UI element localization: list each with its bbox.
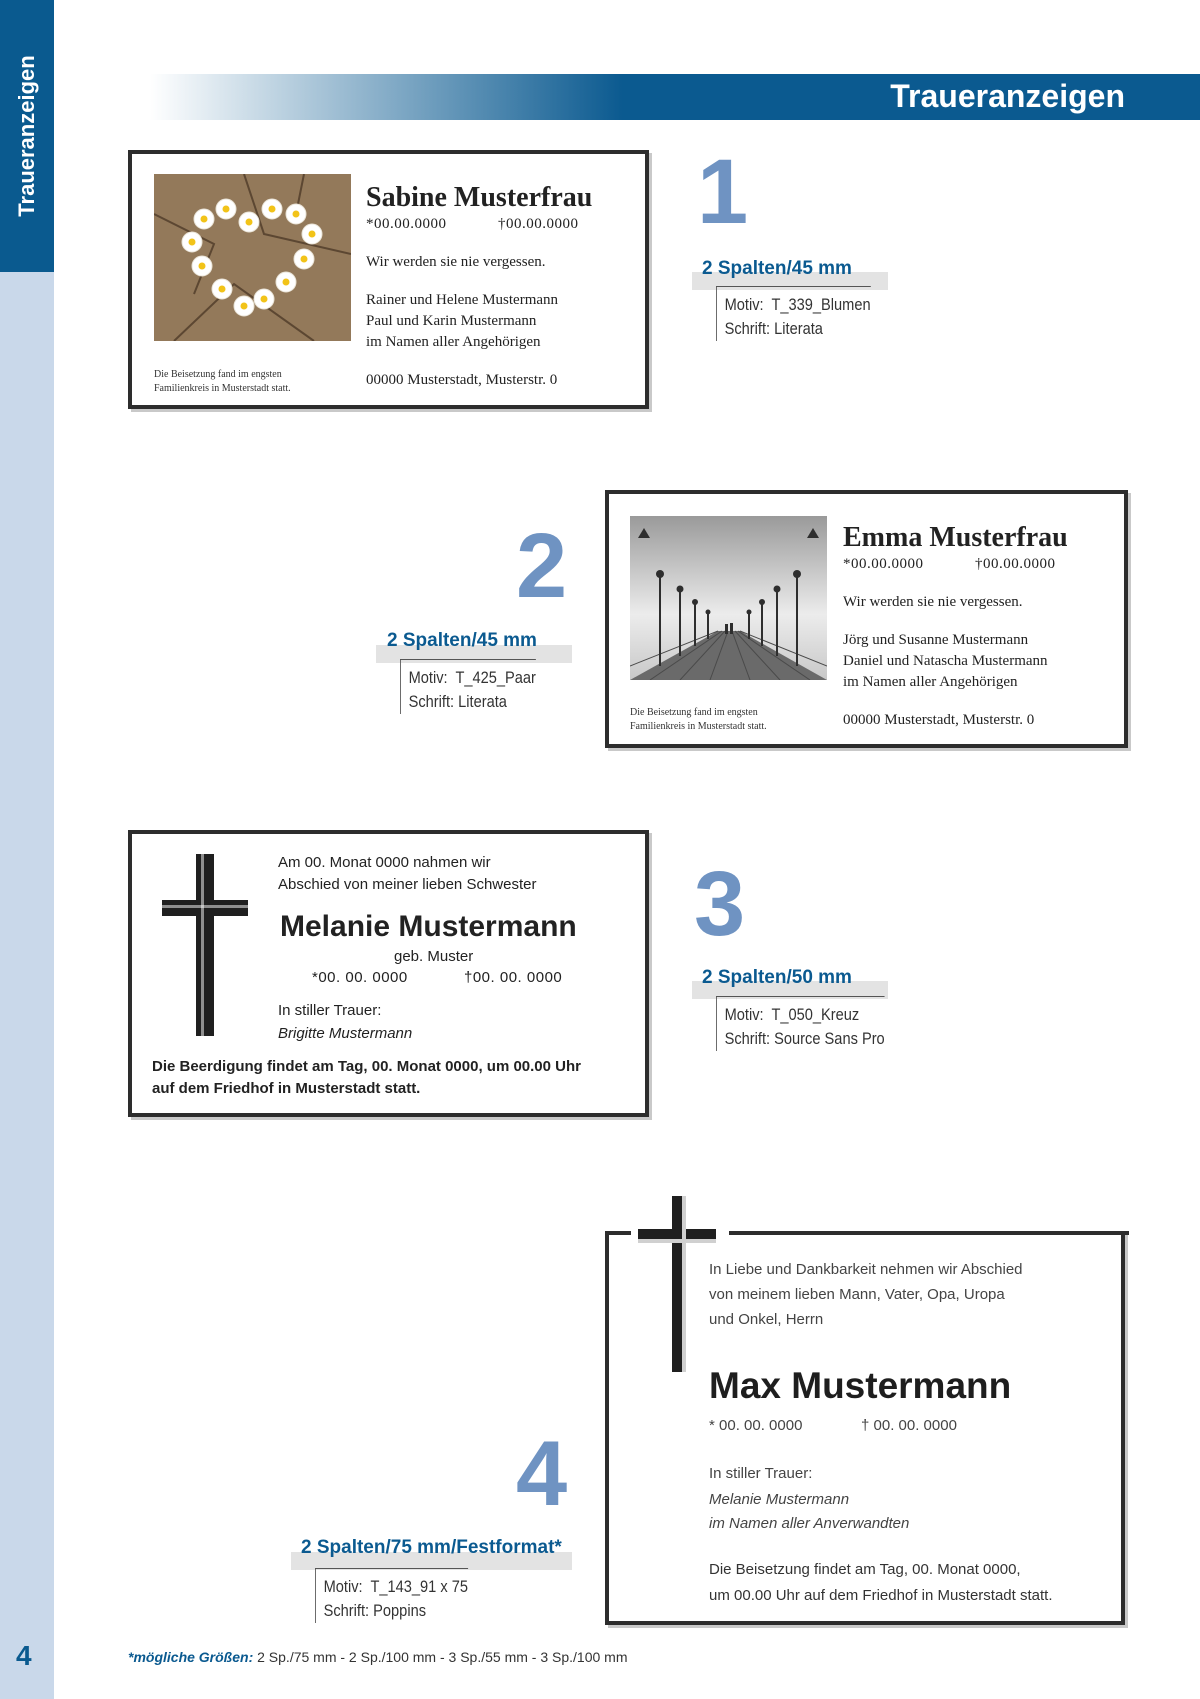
intro-line: Abschied von meiner lieben Schwester [278,876,537,893]
size-label: 2 Spalten/45 mm [387,630,537,651]
motif-value: T_339_Blumen [771,295,871,314]
funeral-line: um 00.00 Uhr auf dem Friedhof in Musterstadt statt. [709,1587,1053,1604]
ad-number: 1 [697,141,749,243]
page-title: Traueranzeigen [890,78,1125,114]
ad-2 [605,490,1128,748]
size-label: 2 Spalten/75 mm/Festformat* [301,1537,562,1558]
header-band [150,74,1200,120]
daisy-heart-photo [154,174,351,341]
death-date: † 00. 00. 0000 [861,1417,957,1434]
death-date: †00.00.0000 [975,556,1056,572]
ad-number: 3 [694,853,746,955]
funeral-line: Die Beerdigung findet am Tag, 00. Monat 0000, um 00.00 Uhr [152,1058,581,1075]
maiden-name: geb. Muster [394,948,474,965]
note-line: Familienkreis in Musterstadt statt. [154,383,291,394]
birth-date: *00.00.0000 [366,216,447,232]
motif-value: T_425_Paar [455,668,536,687]
top-border-left [605,1231,631,1235]
intro-line: Am 00. Monat 0000 nahmen wir [278,854,491,871]
quote: Wir werden sie nie vergessen. [843,594,1023,610]
mourner-name: Brigitte Mustermann [278,1025,413,1042]
cross-icon [162,854,248,1036]
mourner-line: im Namen aller Angehörigen [366,334,541,350]
font-label: Schrift: [724,1029,771,1048]
deceased-name: Max Mustermann [709,1365,1012,1406]
mourning-label: In stiller Trauer: [709,1465,813,1482]
deceased-name: Emma Musterfrau [843,522,1068,553]
motif-value: T_050_Kreuz [771,1005,860,1024]
motif-line [725,1003,885,1027]
mourner-line: Jörg und Susanne Mustermann [843,632,1029,648]
ad-3 [128,830,649,1117]
burial-note [630,706,767,734]
burial-note [154,368,291,396]
birth-date: * 00. 00. 0000 [709,1417,803,1434]
birth-date: *00. 00. 0000 [312,969,408,986]
font-value: Poppins [373,1601,427,1620]
font-label: Schrift: [408,692,455,711]
note-line: Familienkreis in Musterstadt statt. [630,721,767,732]
death-date: †00.00.0000 [498,216,579,232]
pier-couple-icon [630,516,827,680]
motif-line [324,1575,468,1599]
intro-line: In Liebe und Dankbarkeit nehmen wir Abschied [709,1261,1023,1278]
intro-line: von meinem lieben Mann, Vater, Opa, Uropa [709,1286,1005,1303]
sidebar-tab [0,0,54,272]
footer-sizes [128,1649,627,1665]
ad-1 [128,150,649,409]
quote: Wir werden sie nie vergessen. [366,254,546,270]
top-border-right [729,1231,1129,1235]
font-value: Source Sans Pro [774,1029,885,1048]
motif-value: T_143_91 x 75 [370,1577,468,1596]
mourner-line: Daniel und Natascha Mustermann [843,653,1048,669]
font-line [725,1027,885,1051]
funeral-line: Die Beisetzung findet am Tag, 00. Monat 0000, [709,1561,1021,1578]
note-line: Die Beisetzung fand im engsten [154,369,282,380]
motif-line [725,293,871,317]
sidebar-label: Traueranzeigen [14,55,39,217]
font-label: Schrift: [724,319,771,338]
size-label: 2 Spalten/50 mm [702,967,852,988]
address: 00000 Musterstadt, Musterstr. 0 [366,372,558,388]
mourner-line: Melanie Mustermann [709,1491,850,1508]
death-date: †00. 00. 0000 [464,969,563,986]
motif-info [716,996,885,1051]
size-label: 2 Spalten/45 mm [702,258,852,279]
font-line [725,317,871,341]
ad-number: 2 [516,515,568,617]
birth-date: *00.00.0000 [843,556,924,572]
intro-line: und Onkel, Herrn [709,1311,824,1328]
note-line: Die Beisetzung fand im engsten [630,707,758,718]
motif-info [400,659,536,714]
font-line [409,690,536,714]
motif-info [315,1568,468,1623]
motif-label: Motiv: [323,1577,363,1596]
footer-label: *mögliche Größen: [128,1649,254,1665]
address: 00000 Musterstadt, Musterstr. 0 [843,712,1035,728]
pier-photo [630,516,827,680]
mourner-line: im Namen aller Anverwandten [709,1515,910,1532]
deceased-name: Sabine Musterfrau [366,182,593,213]
footer-size-list: 2 Sp./75 mm - 2 Sp./100 mm - 3 Sp./55 mm - 3 Sp./100 mm [257,1649,628,1665]
mourning-label: In stiller Trauer: [278,1002,382,1019]
daisy-heart-icon [154,174,351,341]
mourner-line: im Namen aller Angehörigen [843,674,1018,690]
funeral-line: auf dem Friedhof in Musterstadt statt. [152,1080,421,1097]
sidebar [0,0,54,1699]
mourner-line: Paul und Karin Mustermann [366,313,537,329]
deceased-name: Melanie Mustermann [280,910,577,943]
motif-line [409,666,536,690]
motif-info [716,286,871,341]
font-value: Literata [774,319,823,338]
motif-label: Motiv: [408,668,448,687]
font-line [324,1599,468,1623]
font-label: Schrift: [323,1601,370,1620]
page-number: 4 [16,1640,32,1671]
ad-number: 4 [516,1423,568,1525]
motif-label: Motiv: [724,295,764,314]
mourner-line: Rainer und Helene Mustermann [366,292,559,308]
motif-label: Motiv: [724,1005,764,1024]
font-value: Literata [458,692,507,711]
cross-icon [638,1196,716,1372]
